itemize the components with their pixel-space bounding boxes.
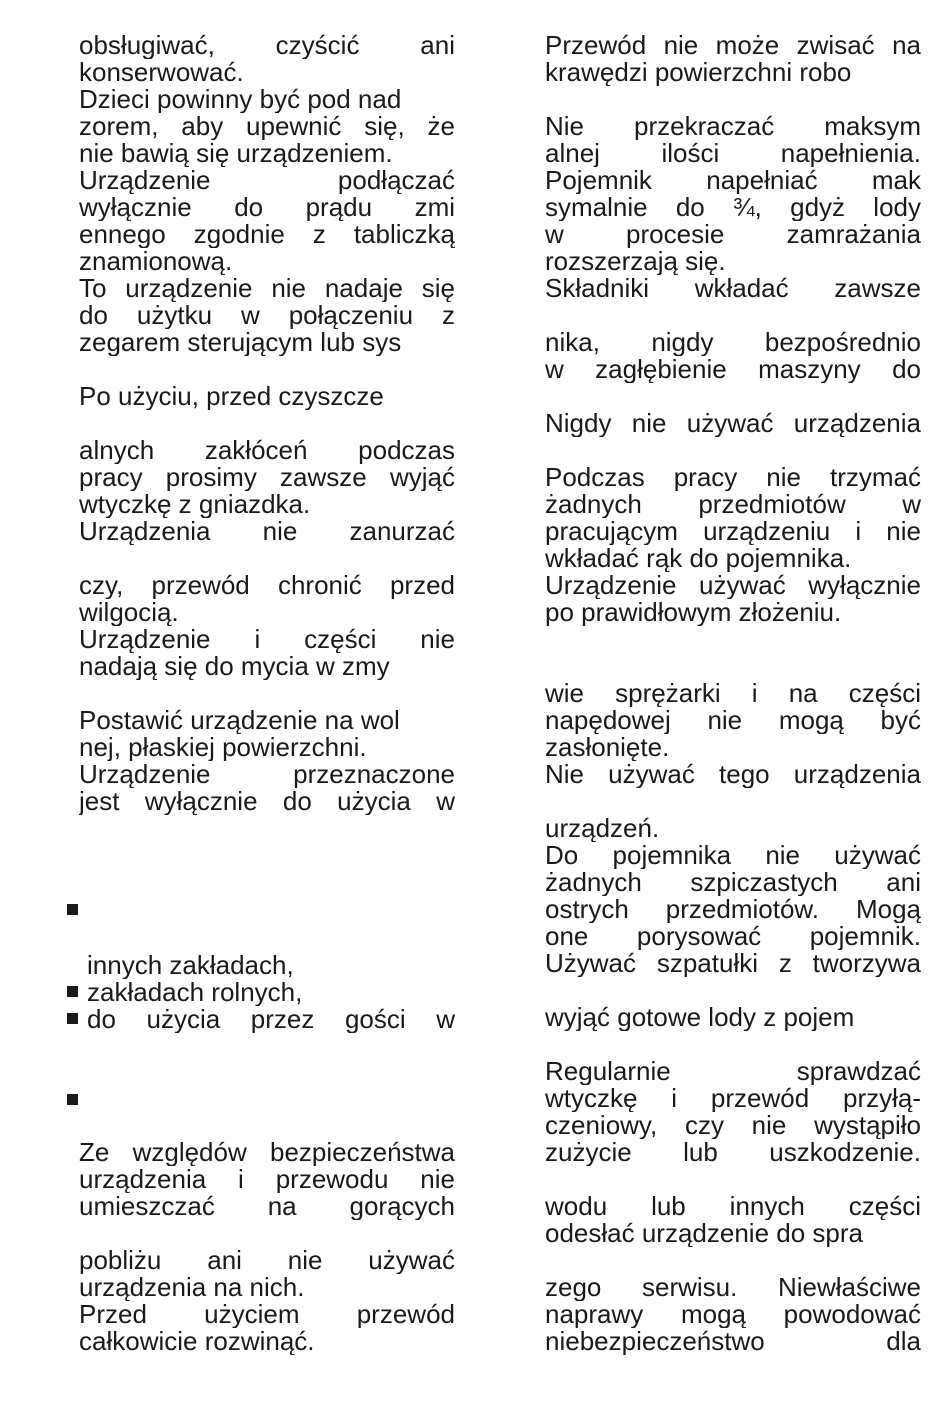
text-line: wodu lub innych części — [545, 1193, 921, 1220]
text-line: czeniowy, czy nie wystąpiło — [545, 1112, 921, 1139]
text-line: Podczas pracy nie trzymać — [545, 464, 921, 491]
text-line: zegarem sterującym lub sys — [79, 329, 402, 356]
bullet-square-icon — [67, 1013, 78, 1024]
text-line: Do pojemnika nie używać — [545, 842, 921, 869]
text-line: w procesie zamrażania — [545, 221, 921, 248]
text-line: one porysować pojemnik. — [545, 923, 921, 950]
text-line: umieszczać na gorących — [79, 1193, 455, 1220]
text-line: alnych zakłóceń podczas — [79, 437, 455, 464]
text-line: Używać szpatułki z tworzywa — [545, 950, 921, 977]
text-line: ennego zgodnie z tabliczką — [79, 221, 455, 248]
text-line: żadnych przedmiotów w — [545, 491, 921, 518]
text-line: całkowicie rozwinąć. — [79, 1328, 315, 1355]
text-line: odesłać urządzenie do spra — [545, 1220, 863, 1247]
text-line: niebezpieczeństwo dla — [545, 1328, 921, 1355]
bullet-item: do użycia przez gości w — [87, 1006, 455, 1033]
text-line: Przewód nie może zwisać na — [545, 32, 921, 59]
text-line: jest wyłącznie do użycia w — [79, 788, 455, 815]
text-line: Urządzenie przeznaczone — [79, 761, 455, 788]
text-line: obsługiwać, czyścić ani — [79, 32, 455, 59]
text-line: żadnych szpiczastych ani — [545, 869, 921, 896]
text-line: Po użyciu, przed czyszcze — [79, 383, 384, 410]
text-line: pracującym urządzeniu i nie — [545, 518, 921, 545]
text-line: To urządzenie nie nadaje się — [79, 275, 455, 302]
text-line: krawędzi powierzchni robo — [545, 59, 852, 86]
text-line: Postawić urządzenie na wol — [79, 707, 400, 734]
text-line: zasłonięte. — [545, 734, 670, 761]
text-line: symalnie do ¾, gdyż lody — [545, 194, 921, 221]
text-line: Ze względów bezpieczeństwa — [79, 1139, 455, 1166]
text-line: zorem, aby upewnić się, że — [79, 113, 455, 140]
text-line: w zagłębienie maszyny do — [545, 356, 921, 383]
text-line: wtyczkę z gniazdka. — [79, 491, 311, 518]
bullet-square-icon — [67, 986, 78, 997]
text-line: Urządzenie i części nie — [79, 626, 455, 653]
text-line: Urządzenie podłączać — [79, 167, 455, 194]
text-line: nej, płaskiej powierzchni. — [79, 734, 367, 761]
text-line: nie bawią się urządzeniem. — [79, 140, 393, 167]
bullet-square-icon — [67, 1094, 78, 1105]
text-line: rozszerzają się. — [545, 248, 726, 275]
text-line: po prawidłowym złożeniu. — [545, 599, 842, 626]
text-line: zego serwisu. Niewłaściwe — [545, 1274, 921, 1301]
text-line: Regularnie sprawdzać — [545, 1058, 921, 1085]
text-line: do użytku w połączeniu z — [79, 302, 455, 329]
text-line: naprawy mogą powodować — [545, 1301, 921, 1328]
text-line: nika, nigdy bezpośrednio — [545, 329, 921, 356]
bullet-item: zakładach rolnych, — [87, 979, 303, 1006]
text-line: konserwować. — [79, 59, 244, 86]
text-line: pracy prosimy zawsze wyjąć — [79, 464, 455, 491]
bullet-item: innych zakładach, — [87, 952, 294, 979]
text-line: nadają się do mycia w zmy — [79, 653, 390, 680]
text-line: wyłącznie do prądu zmi — [79, 194, 455, 221]
text-line: napędowej nie mogą być — [545, 707, 921, 734]
text-line: urządzenia na nich. — [79, 1274, 305, 1301]
text-line: czy, przewód chronić przed — [79, 572, 455, 599]
text-line: wtyczkę i przewód przyłą- — [545, 1085, 921, 1112]
text-line: wkładać rąk do pojemnika. — [545, 545, 852, 572]
text-line: Nie używać tego urządzenia — [545, 761, 921, 788]
text-line: urządzeń. — [545, 815, 660, 842]
text-line: urządzenia i przewodu nie — [79, 1166, 455, 1193]
bullet-square-icon — [67, 904, 78, 915]
text-line: zużycie lub uszkodzenie. — [545, 1139, 921, 1166]
text-line: Nigdy nie używać urządzenia — [545, 410, 921, 437]
text-line: Pojemnik napełniać mak — [545, 167, 921, 194]
text-line: Składniki wkładać zawsze — [545, 275, 921, 302]
text-line: pobliżu ani nie używać — [79, 1247, 455, 1274]
text-line: wie sprężarki i na części — [545, 680, 921, 707]
text-line: Przed użyciem przewód — [79, 1301, 455, 1328]
text-line: Urządzenie używać wyłącznie — [545, 572, 921, 599]
text-line: alnej ilości napełnienia. — [545, 140, 921, 167]
text-line: Nie przekraczać maksym — [545, 113, 921, 140]
text-line: wilgocią. — [79, 599, 179, 626]
text-line: wyjąć gotowe lody z pojem — [545, 1004, 855, 1031]
text-line: Dzieci powinny być pod nad — [79, 86, 402, 113]
text-line: znamionową. — [79, 248, 233, 275]
text-line: Urządzenia nie zanurzać — [79, 518, 455, 545]
text-line: ostrych przedmiotów. Mogą — [545, 896, 921, 923]
